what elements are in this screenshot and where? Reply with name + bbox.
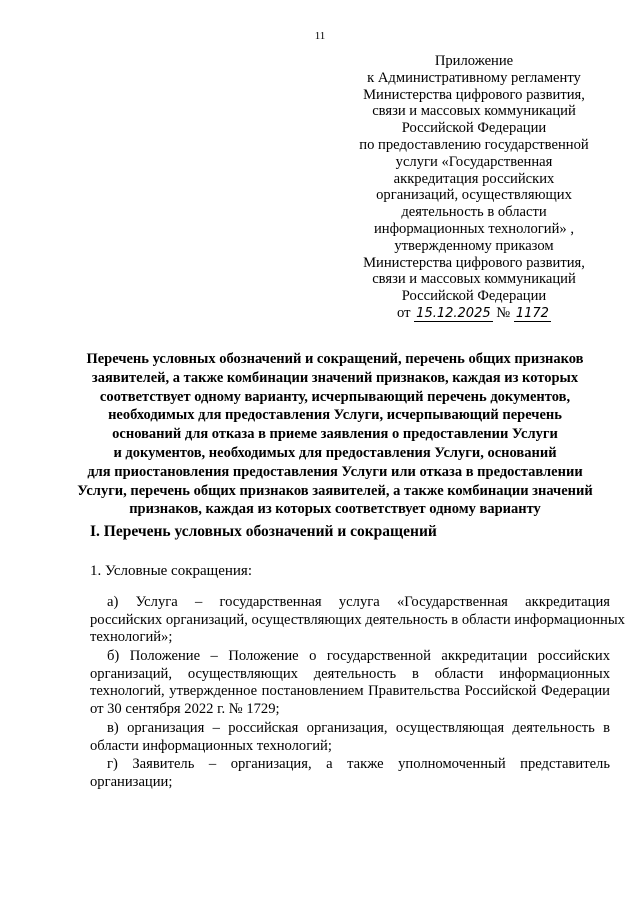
appendix-line: деятельность в области [401, 204, 547, 221]
appendix-line: организаций, осуществляющих [376, 187, 572, 204]
item-v [90, 720, 610, 755]
item-a [90, 594, 625, 647]
item-v-line: в) организация – российская организация, осуществляющая деятельность в [107, 720, 610, 736]
item-g [90, 756, 610, 791]
item-b-line: технологий, утвержденное постановлением Правительства Российской Федерации [90, 683, 610, 700]
appendix-line: Российской Федерации [401, 288, 547, 305]
title-line: Перечень условных обозначений и сокращений, перечень общих признаков [86, 351, 584, 367]
title-line: признаков, каждая из которых соответствует одному варианту [129, 501, 541, 518]
page-number: 11 [314, 30, 326, 42]
item-g-line: организации; [90, 773, 173, 790]
appendix-line: информационных технологий» , [373, 220, 574, 237]
title-line: для приостановления предоставления Услуги или отказа в предоставлении [87, 463, 583, 480]
intro-paragraph: 1. Условные сокращения: [90, 563, 252, 579]
title-line: оснований для отказа в приеме заявления о предоставлении Услуги [112, 426, 558, 443]
appendix-line: утвержденному приказом [394, 237, 554, 254]
item-b-line: от 30 сентября 2022 г. № 1729; [90, 701, 280, 718]
item-b-line: б) Положение – Положение о государственной аккредитации российских [107, 648, 610, 664]
appendix-line: аккредитация российских [393, 170, 555, 187]
appendix-line: Министерства цифрового развития, [363, 86, 585, 103]
appendix-line: по предоставлению государственной [359, 136, 589, 153]
item-b [90, 648, 610, 719]
appendix-line: связи и массовых коммуникаций [372, 271, 576, 288]
section-heading: I. Перечень условных обозначений и сокращений [90, 523, 437, 540]
appendix-header [340, 53, 608, 322]
item-a-line: а) Услуга – государственная услуга «Государственная аккредитация [107, 594, 610, 610]
appendix-line: Российской Федерации [401, 120, 547, 137]
item-a-line: российских организаций, осуществляющих деятельность в области информационных [90, 611, 625, 628]
appendix-line: к Административному регламенту [367, 69, 581, 86]
item-b-line: организаций, осуществляющих деятельность в области информационных [90, 665, 610, 682]
title-line: соответствует одному варианту, исчерпывающий перечень документов, [99, 388, 571, 405]
date-prefix: от [397, 304, 411, 321]
appendix-line: Министерства цифрового развития, [363, 254, 585, 271]
item-v-line: области информационных технологий; [90, 737, 332, 754]
item-g-line: г) Заявитель – организация, а также уполномоченный представитель [107, 756, 610, 772]
handwritten-date: 15.12.2025 [416, 305, 491, 321]
title-line: заявителей, а также комбинации значений признаков, каждая из которых [91, 369, 579, 386]
title-line: необходимых для предоставления Услуги, исчерпывающий перечень [108, 407, 562, 424]
order-date-line [340, 305, 608, 322]
title-line: и документов, необходимых для предоставления Услуги, оснований [113, 444, 557, 461]
item-a-line: технологий»; [90, 629, 173, 646]
title-line: Услуги, перечень общих признаков заявителей, а также комбинации значений [77, 482, 593, 499]
handwritten-number: 1172 [515, 305, 549, 321]
appendix-line: связи и массовых коммуникаций [372, 103, 576, 120]
number-prefix: № [496, 304, 511, 321]
appendix-line: Приложение [434, 53, 514, 69]
document-title [60, 350, 610, 519]
appendix-line: услуги «Государственная [395, 153, 553, 170]
